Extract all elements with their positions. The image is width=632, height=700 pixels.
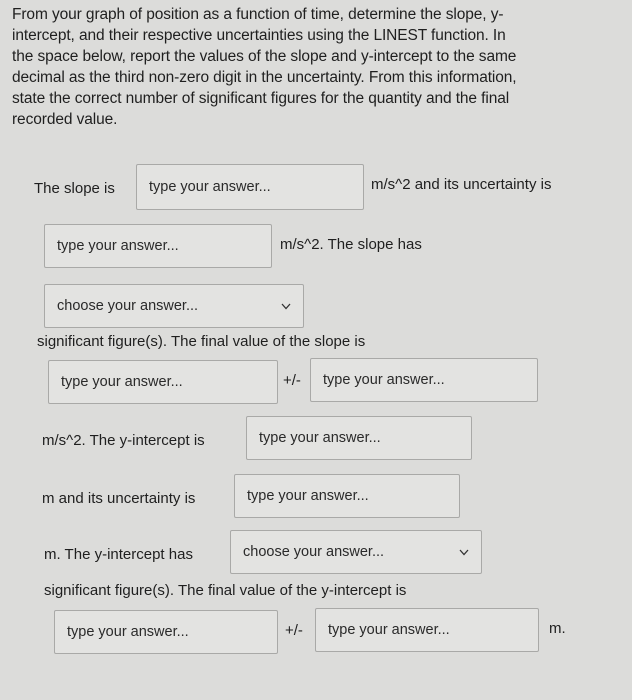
yint-input[interactable]: type your answer... <box>246 416 472 460</box>
chevron-down-icon <box>459 549 469 556</box>
slope-sigfig-label: m/s^2. The slope has <box>280 236 422 253</box>
question-line: state the correct number of significant figures for the quantity and the final <box>12 90 510 107</box>
yint-label: m/s^2. The y-intercept is <box>42 432 205 449</box>
question-line: the space below, report the values of the slope and y-intercept to the same <box>12 48 517 65</box>
chevron-down-icon <box>281 303 291 310</box>
yint-final-uncertainty-input[interactable]: type your answer... <box>315 608 539 652</box>
yint-sigfig-label: m. The y-intercept has <box>44 546 193 563</box>
question-line: decimal as the third non-zero digit in the uncertainty. From this information, <box>12 69 517 86</box>
question-line: intercept, and their respective uncertainties using the LINEST function. In <box>12 27 506 44</box>
slope-plus-minus: +/- <box>283 372 301 389</box>
yint-sigfig-select-value: choose your answer... <box>243 544 385 560</box>
slope-final-label: significant figure(s). The final value of the slope is <box>37 333 366 350</box>
question-text <box>12 4 622 130</box>
slope-input[interactable]: type your answer... <box>136 164 364 210</box>
slope-label: The slope is <box>34 180 115 197</box>
slope-sigfig-select-value: choose your answer... <box>57 298 199 314</box>
slope-final-value-input[interactable]: type your answer... <box>48 360 278 404</box>
question-line: From your graph of position as a function of time, determine the slope, y- <box>12 6 504 23</box>
slope-uncertainty-input[interactable]: type your answer... <box>44 224 272 268</box>
yint-final-label: significant figure(s). The final value of the y-intercept is <box>44 582 407 599</box>
yint-uncertainty-input[interactable]: type your answer... <box>234 474 460 518</box>
yint-uncertainty-label: m and its uncertainty is <box>42 490 196 507</box>
yint-plus-minus: +/- <box>285 622 303 639</box>
slope-sigfig-select[interactable] <box>44 284 304 328</box>
question-line: recorded value. <box>12 111 118 128</box>
slope-final-uncertainty-input[interactable]: type your answer... <box>310 358 538 402</box>
yint-final-value-input[interactable]: type your answer... <box>54 610 278 654</box>
yint-unit-label: m. <box>549 620 566 637</box>
yint-sigfig-select[interactable] <box>230 530 482 574</box>
slope-unit-uncertainty-label: m/s^2 and its uncertainty is <box>371 176 552 193</box>
